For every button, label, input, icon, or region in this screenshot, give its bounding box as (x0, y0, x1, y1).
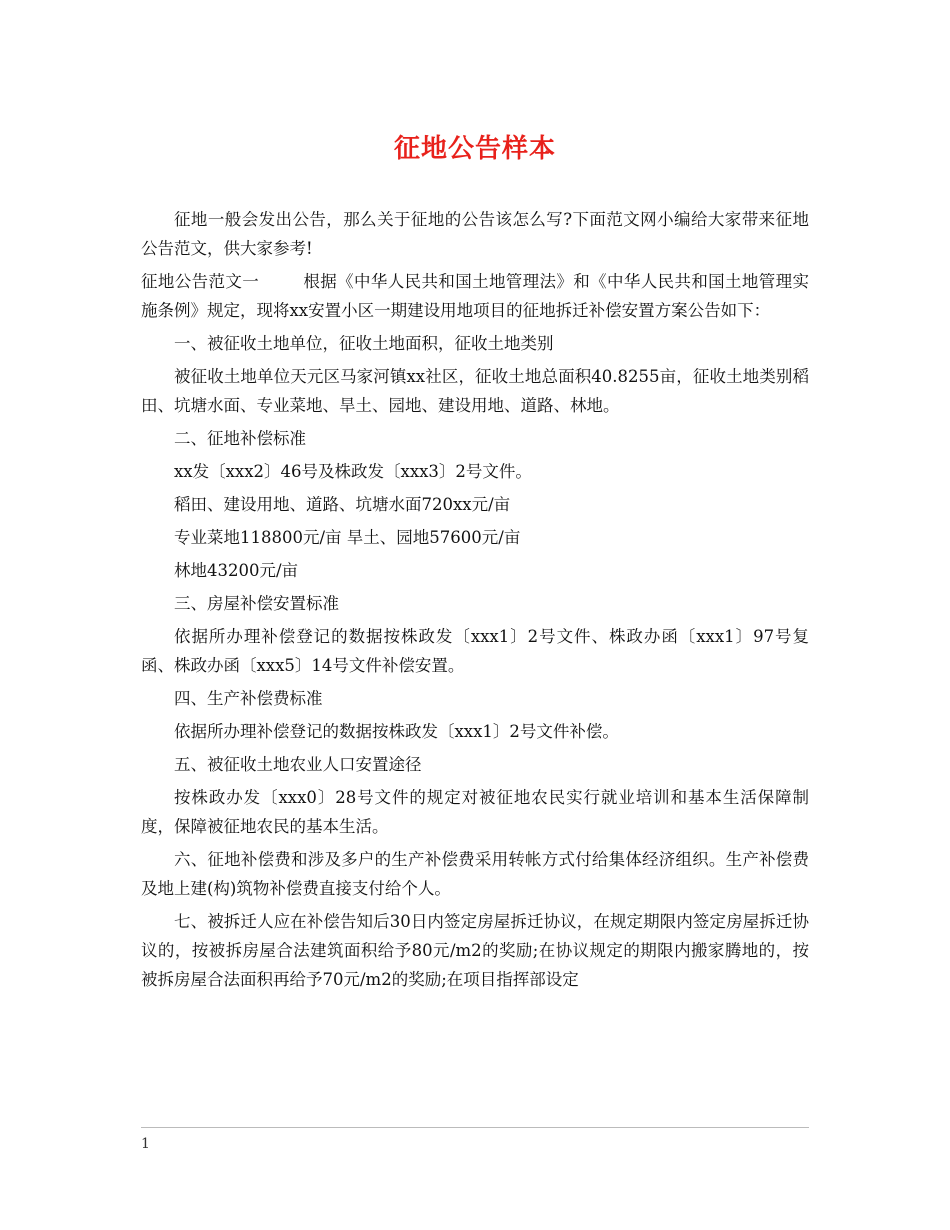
page-title: 征地公告样本 (393, 134, 556, 164)
section-2-rate-2: 专业菜地118800元/亩 旱土、园地57600元/亩 (174, 528, 521, 547)
document-body (141, 205, 809, 998)
section-4-text: 依据所办理补偿登记的数据按株政发〔xxx1〕2号文件补偿。 (174, 722, 619, 741)
sample-label: 征地公告范文一 (141, 272, 260, 291)
page-number: 1 (141, 1136, 150, 1152)
section-5-text: 按株政办发〔xxx0〕28号文件的规定对被征地农民实行就业培训和基本生活保障制度，保障被征地农民的基本生活。 (141, 788, 809, 836)
section-2-rate-3: 林地43200元/亩 (174, 561, 299, 580)
section-5-heading: 五、被征收土地农业人口安置途径 (174, 755, 422, 774)
section-2-rate-1: 稻田、建设用地、道路、坑塘水面720xx元/亩 (174, 495, 511, 514)
section-1-heading: 一、被征收土地单位，征收土地面积，征收土地类别 (174, 334, 554, 353)
intro-paragraph: 征地一般会发出公告，那么关于征地的公告该怎么写?下面范文网小编给大家带来征地公告范文，供大家参考! (141, 210, 809, 258)
section-4-heading: 四、生产补偿费标准 (174, 689, 323, 708)
section-2-document: xx发〔xxx2〕46号及株政发〔xxx3〕2号文件。 (174, 462, 532, 481)
section-7-text: 七、被拆迁人应在补偿告知后30日内签定房屋拆迁协议，在规定期限内签定房屋拆迁协议的，按被拆房屋合法建筑面积给予80元/m2的奖励;在协议规定的期限内搬家腾地的，按被拆房屋合法面积再给予70元/m2的奖励;在项目指挥部设定 (141, 912, 809, 989)
section-1-text: 被征收土地单位天元区马家河镇xx社区，征收土地总面积40.8255亩，征收土地类别稻田、坑塘水面、专业菜地、旱土、园地、建设用地、道路、林地。 (141, 367, 809, 415)
sample-paragraph (141, 267, 809, 325)
section-3-heading: 三、房屋补偿安置标准 (174, 594, 339, 613)
section-3-text: 依据所办理补偿登记的数据按株政发〔xxx1〕2号文件、株政办函〔xxx1〕97号复函、株政办函〔xxx5〕14号文件补偿安置。 (141, 627, 809, 675)
sample-intro: 根据《中华人民共和国土地管理法》和《中华人民共和国土地管理实施条例》规定，现将xx安置小区一期建设用地项目的征地拆迁补偿安置方案公告如下： (141, 272, 810, 320)
page-footer (141, 1127, 809, 1152)
section-6-text: 六、征地补偿费和涉及多户的生产补偿费采用转帐方式付给集体经济组织。生产补偿费及地上建(构)筑物补偿费直接支付给个人。 (141, 850, 809, 898)
section-2-heading: 二、征地补偿标准 (174, 429, 306, 448)
